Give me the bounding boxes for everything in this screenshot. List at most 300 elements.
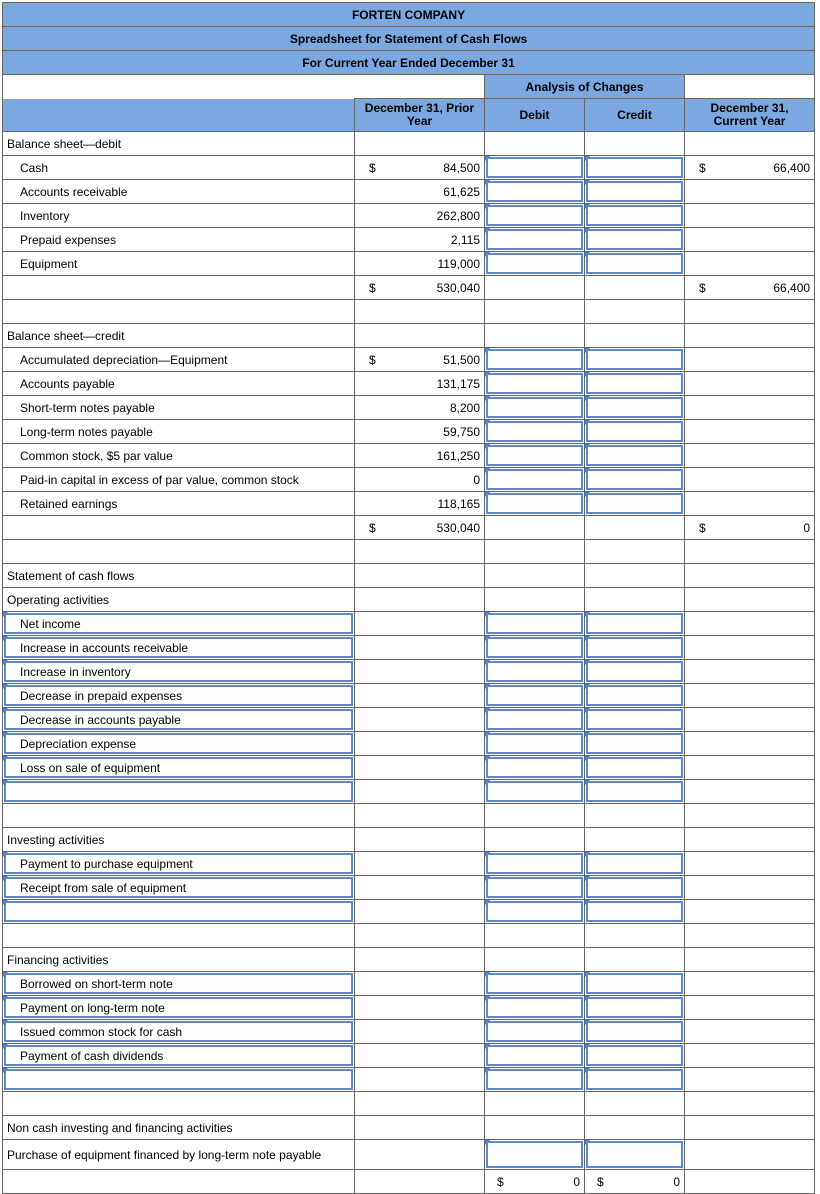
debit-input[interactable] xyxy=(485,396,585,420)
cell xyxy=(727,852,815,876)
prior-dollar-sign xyxy=(355,468,403,492)
table-row xyxy=(3,252,815,276)
credit-input[interactable] xyxy=(585,612,685,636)
credit-input[interactable] xyxy=(585,876,685,900)
account-label: Cash xyxy=(3,156,355,180)
table-row xyxy=(3,780,815,804)
total-credit-dollar-sign: $ xyxy=(597,1174,604,1189)
account-label: Short-term notes payable xyxy=(3,396,355,420)
cell xyxy=(727,540,815,564)
cash-flow-item-input[interactable]: Net income xyxy=(3,612,355,636)
debit-input[interactable] xyxy=(485,1140,585,1170)
cell xyxy=(403,588,485,612)
cell xyxy=(403,1116,485,1140)
credit-input[interactable] xyxy=(585,444,685,468)
cell xyxy=(585,828,685,852)
cell xyxy=(685,708,727,732)
credit-input[interactable] xyxy=(585,780,685,804)
cell xyxy=(3,1170,355,1194)
table-row xyxy=(3,420,815,444)
table-row xyxy=(3,852,815,876)
cell xyxy=(403,972,485,996)
cash-flow-item-input[interactable]: Borrowed on short-term note xyxy=(3,972,355,996)
cell xyxy=(585,1092,685,1116)
total-credit xyxy=(585,1170,685,1194)
cell xyxy=(727,996,815,1020)
debit-input[interactable] xyxy=(485,492,585,516)
prior-year-amount: 161,250 xyxy=(403,444,485,468)
table-row xyxy=(3,468,815,492)
empty-cell xyxy=(3,516,355,540)
total-current-dollar-sign: $ xyxy=(685,516,727,540)
credit-input[interactable] xyxy=(585,1044,685,1068)
credit-input[interactable] xyxy=(585,1020,685,1044)
cell xyxy=(585,588,685,612)
credit-input[interactable] xyxy=(585,348,685,372)
cell xyxy=(403,1068,485,1092)
cash-flow-item-input[interactable]: Payment to purchase equipment xyxy=(3,852,355,876)
table-row xyxy=(3,132,815,156)
table-row xyxy=(3,396,815,420)
debit-input[interactable] xyxy=(485,636,585,660)
cell xyxy=(355,684,403,708)
credit-input[interactable] xyxy=(585,228,685,252)
table-row xyxy=(3,948,815,972)
total-debit xyxy=(485,1170,585,1194)
investing-activities-title: Investing activities xyxy=(3,828,355,852)
prior-year-amount: 59,750 xyxy=(403,420,485,444)
cell xyxy=(403,1092,485,1116)
current-year-amount: 66,400 xyxy=(727,156,815,180)
credit-input[interactable] xyxy=(585,684,685,708)
debit-input[interactable] xyxy=(485,780,585,804)
prior-year-amount: 61,625 xyxy=(403,180,485,204)
table-row xyxy=(3,876,815,900)
cell xyxy=(355,804,403,828)
prior-year-amount: 119,000 xyxy=(403,252,485,276)
cash-flow-item-input[interactable]: Decrease in prepaid expenses xyxy=(3,684,355,708)
table-row xyxy=(3,324,815,348)
table-row xyxy=(3,1020,815,1044)
debit-input[interactable] xyxy=(485,756,585,780)
cell xyxy=(403,732,485,756)
credit-input[interactable] xyxy=(585,396,685,420)
account-label: Long-term notes payable xyxy=(3,420,355,444)
cell xyxy=(355,852,403,876)
debit-input[interactable] xyxy=(485,732,585,756)
table-row xyxy=(3,1092,815,1116)
debit-input[interactable] xyxy=(485,348,585,372)
cell xyxy=(727,1140,815,1170)
debit-input[interactable] xyxy=(485,372,585,396)
cash-flow-item-input[interactable]: Increase in inventory xyxy=(3,660,355,684)
debit-input[interactable] xyxy=(485,156,585,180)
cell xyxy=(727,588,815,612)
debit-input[interactable] xyxy=(485,708,585,732)
blank-item-input[interactable] xyxy=(3,780,355,804)
cell xyxy=(355,828,403,852)
cell xyxy=(727,132,815,156)
current-dollar-sign xyxy=(685,468,727,492)
cell xyxy=(403,828,485,852)
noncash-activities-title: Non cash investing and financing activities xyxy=(3,1116,355,1140)
credit-input[interactable] xyxy=(585,852,685,876)
cell xyxy=(403,1140,485,1170)
cell xyxy=(727,1092,815,1116)
total-prior-dollar-sign: $ xyxy=(355,276,403,300)
cell xyxy=(355,612,403,636)
cell xyxy=(355,660,403,684)
debit-input[interactable] xyxy=(485,852,585,876)
cell xyxy=(685,732,727,756)
prior-year-amount: 131,175 xyxy=(403,372,485,396)
cell xyxy=(685,588,727,612)
cell xyxy=(3,924,355,948)
total-debit-amount: 0 xyxy=(573,1174,580,1189)
cell xyxy=(355,732,403,756)
operating-activities-title: Operating activities xyxy=(3,588,355,612)
current-year-amount xyxy=(727,468,815,492)
section-title-credit: Balance sheet—credit xyxy=(3,324,355,348)
debit-input[interactable] xyxy=(485,1068,585,1092)
cell xyxy=(727,1068,815,1092)
table-row xyxy=(3,156,815,180)
current-dollar-sign xyxy=(685,396,727,420)
credit-input[interactable] xyxy=(585,204,685,228)
cell xyxy=(485,132,585,156)
current-year-amount xyxy=(727,252,815,276)
cell xyxy=(727,780,815,804)
table-row xyxy=(3,372,815,396)
cell xyxy=(727,684,815,708)
cell xyxy=(685,636,727,660)
cell xyxy=(3,804,355,828)
debit-input[interactable] xyxy=(485,900,585,924)
cell xyxy=(355,564,403,588)
current-year-amount xyxy=(727,444,815,468)
cell xyxy=(685,1092,727,1116)
cash-flow-item-input[interactable]: Payment on long-term note xyxy=(3,996,355,1020)
cell xyxy=(355,924,403,948)
cell xyxy=(727,708,815,732)
cell xyxy=(355,588,403,612)
table-row xyxy=(3,1116,815,1140)
cell xyxy=(727,924,815,948)
debit-input[interactable] xyxy=(485,612,585,636)
cell xyxy=(355,996,403,1020)
cell xyxy=(685,684,727,708)
total-current-dollar-sign: $ xyxy=(685,276,727,300)
debit-input[interactable] xyxy=(485,684,585,708)
cell xyxy=(403,564,485,588)
cell xyxy=(685,804,727,828)
credit-input[interactable] xyxy=(585,756,685,780)
debit-input[interactable] xyxy=(485,252,585,276)
cell xyxy=(585,132,685,156)
account-label: Accounts receivable xyxy=(3,180,355,204)
cell xyxy=(685,564,727,588)
credit-input[interactable] xyxy=(585,636,685,660)
cell xyxy=(355,756,403,780)
table-row xyxy=(3,636,815,660)
credit-input[interactable] xyxy=(585,468,685,492)
section-title-cash-flows: Statement of cash flows xyxy=(3,564,355,588)
cell xyxy=(727,324,815,348)
account-label: Accounts payable xyxy=(3,372,355,396)
empty-cell xyxy=(485,516,585,540)
credit-input[interactable] xyxy=(585,1068,685,1092)
credit-input[interactable] xyxy=(585,900,685,924)
current-dollar-sign xyxy=(685,372,727,396)
cell xyxy=(685,300,727,324)
current-year-amount xyxy=(727,348,815,372)
table-row xyxy=(3,900,815,924)
table-row xyxy=(3,276,815,300)
cell xyxy=(685,660,727,684)
debit-input[interactable] xyxy=(485,444,585,468)
cell xyxy=(355,708,403,732)
prior-dollar-sign xyxy=(355,396,403,420)
current-dollar-sign xyxy=(685,180,727,204)
company-name: FORTEN COMPANY xyxy=(3,3,815,27)
cell xyxy=(355,876,403,900)
prior-year-amount: 8,200 xyxy=(403,396,485,420)
table-row xyxy=(3,612,815,636)
credit-input[interactable] xyxy=(585,180,685,204)
credit-header: Credit xyxy=(585,99,685,132)
cell xyxy=(403,132,485,156)
cell xyxy=(485,924,585,948)
table-row xyxy=(3,564,815,588)
prior-dollar-sign xyxy=(355,252,403,276)
cash-flow-item-input[interactable]: Issued common stock for cash xyxy=(3,1020,355,1044)
cash-flow-item-input[interactable]: Increase in accounts receivable xyxy=(3,636,355,660)
account-label: Retained earnings xyxy=(3,492,355,516)
current-dollar-sign xyxy=(685,252,727,276)
cell xyxy=(485,324,585,348)
table-row xyxy=(3,588,815,612)
cell xyxy=(355,948,403,972)
current-year-amount xyxy=(727,492,815,516)
account-label: Accumulated depreciation—Equipment xyxy=(3,348,355,372)
cell xyxy=(485,1116,585,1140)
cell xyxy=(727,660,815,684)
credit-input[interactable] xyxy=(585,420,685,444)
table-row xyxy=(3,732,815,756)
table-row xyxy=(3,492,815,516)
cell xyxy=(403,1170,485,1194)
prior-dollar-sign xyxy=(355,228,403,252)
account-label: Equipment xyxy=(3,252,355,276)
cell xyxy=(727,1020,815,1044)
cell xyxy=(403,924,485,948)
cash-flow-item-input[interactable]: Decrease in accounts payable xyxy=(3,708,355,732)
cell xyxy=(685,852,727,876)
blank-item-input[interactable] xyxy=(3,900,355,924)
debit-input[interactable] xyxy=(485,420,585,444)
credit-input[interactable] xyxy=(585,492,685,516)
cell xyxy=(403,684,485,708)
credit-input[interactable] xyxy=(585,708,685,732)
debit-input[interactable] xyxy=(485,876,585,900)
table-row xyxy=(3,1068,815,1092)
credit-input[interactable] xyxy=(585,972,685,996)
cell xyxy=(403,996,485,1020)
cash-flow-spreadsheet xyxy=(2,2,815,1194)
cell xyxy=(485,564,585,588)
cell xyxy=(685,324,727,348)
cell xyxy=(403,636,485,660)
cell xyxy=(685,900,727,924)
cell xyxy=(685,948,727,972)
cell xyxy=(685,1044,727,1068)
current-dollar-sign xyxy=(685,492,727,516)
cash-flow-item-input[interactable]: Depreciation expense xyxy=(3,732,355,756)
cell xyxy=(355,972,403,996)
cell xyxy=(685,1140,727,1170)
section-title-debit: Balance sheet—debit xyxy=(3,132,355,156)
cell xyxy=(485,948,585,972)
cell xyxy=(403,756,485,780)
cell xyxy=(585,540,685,564)
table-row xyxy=(3,756,815,780)
cell xyxy=(355,780,403,804)
cell xyxy=(403,852,485,876)
cell xyxy=(727,300,815,324)
cell xyxy=(727,972,815,996)
cash-flow-item-input[interactable]: Receipt from sale of equipment xyxy=(3,876,355,900)
debit-input[interactable] xyxy=(485,180,585,204)
cell xyxy=(355,900,403,924)
total-credit-amount: 0 xyxy=(673,1174,680,1189)
debit-input[interactable] xyxy=(485,228,585,252)
cell xyxy=(355,636,403,660)
cell xyxy=(355,324,403,348)
cell xyxy=(727,900,815,924)
cell xyxy=(403,708,485,732)
cell xyxy=(727,636,815,660)
cell xyxy=(727,1170,815,1194)
spreadsheet-title: Spreadsheet for Statement of Cash Flows xyxy=(3,27,815,51)
cell xyxy=(585,564,685,588)
cell xyxy=(485,828,585,852)
prior-year-amount: 262,800 xyxy=(403,204,485,228)
table-row xyxy=(3,660,815,684)
prior-dollar-sign xyxy=(355,180,403,204)
cell xyxy=(485,1092,585,1116)
prior-year-amount: 84,500 xyxy=(403,156,485,180)
debit-input[interactable] xyxy=(485,660,585,684)
cell xyxy=(403,780,485,804)
credit-input[interactable] xyxy=(585,732,685,756)
debit-input[interactable] xyxy=(485,1020,585,1044)
cell xyxy=(485,540,585,564)
current-year-amount xyxy=(727,204,815,228)
credit-input[interactable] xyxy=(585,660,685,684)
debit-input[interactable] xyxy=(485,204,585,228)
financing-activities-title: Financing activities xyxy=(3,948,355,972)
cell xyxy=(403,540,485,564)
empty-cell xyxy=(585,276,685,300)
cell xyxy=(355,540,403,564)
credit-input[interactable] xyxy=(585,1140,685,1170)
cell xyxy=(403,1020,485,1044)
cell xyxy=(403,948,485,972)
table-row xyxy=(3,300,815,324)
credit-input[interactable] xyxy=(585,156,685,180)
account-label: Inventory xyxy=(3,204,355,228)
cell xyxy=(727,876,815,900)
cell xyxy=(355,1140,403,1170)
debit-input[interactable] xyxy=(485,996,585,1020)
current-dollar-sign xyxy=(685,204,727,228)
current-year-amount xyxy=(727,420,815,444)
prior-year-amount: 2,115 xyxy=(403,228,485,252)
cell xyxy=(685,1020,727,1044)
cell xyxy=(403,900,485,924)
cell xyxy=(3,1092,355,1116)
current-year-amount xyxy=(727,228,815,252)
cell xyxy=(585,924,685,948)
cell xyxy=(355,1170,403,1194)
table-row xyxy=(3,996,815,1020)
table-row xyxy=(3,228,815,252)
cell xyxy=(685,540,727,564)
cell xyxy=(685,1170,727,1194)
cash-flow-item-input[interactable]: Payment of cash dividends xyxy=(3,1044,355,1068)
table-row xyxy=(3,1044,815,1068)
cell xyxy=(685,828,727,852)
cell xyxy=(685,924,727,948)
account-label: Paid-in capital in excess of par value, common stock xyxy=(3,468,355,492)
table-row xyxy=(3,180,815,204)
cash-flow-item-input[interactable]: Loss on sale of equipment xyxy=(3,756,355,780)
cell xyxy=(355,300,403,324)
empty-cell xyxy=(585,516,685,540)
table-row xyxy=(3,1140,815,1170)
current-year-header: December 31, Current Year xyxy=(685,99,815,132)
cell xyxy=(685,1068,727,1092)
total-current-amount: 66,400 xyxy=(727,276,815,300)
cell xyxy=(403,324,485,348)
credit-input[interactable] xyxy=(585,372,685,396)
noncash-item-label: Purchase of equipment financed by long-term note payable xyxy=(3,1140,355,1170)
cell xyxy=(685,972,727,996)
credit-input[interactable] xyxy=(585,252,685,276)
prior-dollar-sign xyxy=(355,204,403,228)
table-row xyxy=(3,924,815,948)
empty-cell xyxy=(485,276,585,300)
debit-input[interactable] xyxy=(485,972,585,996)
cell xyxy=(585,1116,685,1140)
cell xyxy=(685,756,727,780)
total-prior-amount: 530,040 xyxy=(403,276,485,300)
total-current-amount: 0 xyxy=(727,516,815,540)
blank-item-input[interactable] xyxy=(3,1068,355,1092)
current-dollar-sign xyxy=(685,420,727,444)
debit-input[interactable] xyxy=(485,1044,585,1068)
prior-dollar-sign: $ xyxy=(355,348,403,372)
cell xyxy=(485,300,585,324)
prior-dollar-sign xyxy=(355,372,403,396)
cell xyxy=(403,804,485,828)
credit-input[interactable] xyxy=(585,996,685,1020)
debit-input[interactable] xyxy=(485,468,585,492)
current-dollar-sign xyxy=(685,228,727,252)
current-dollar-sign xyxy=(685,444,727,468)
table-row xyxy=(3,684,815,708)
cell xyxy=(403,876,485,900)
